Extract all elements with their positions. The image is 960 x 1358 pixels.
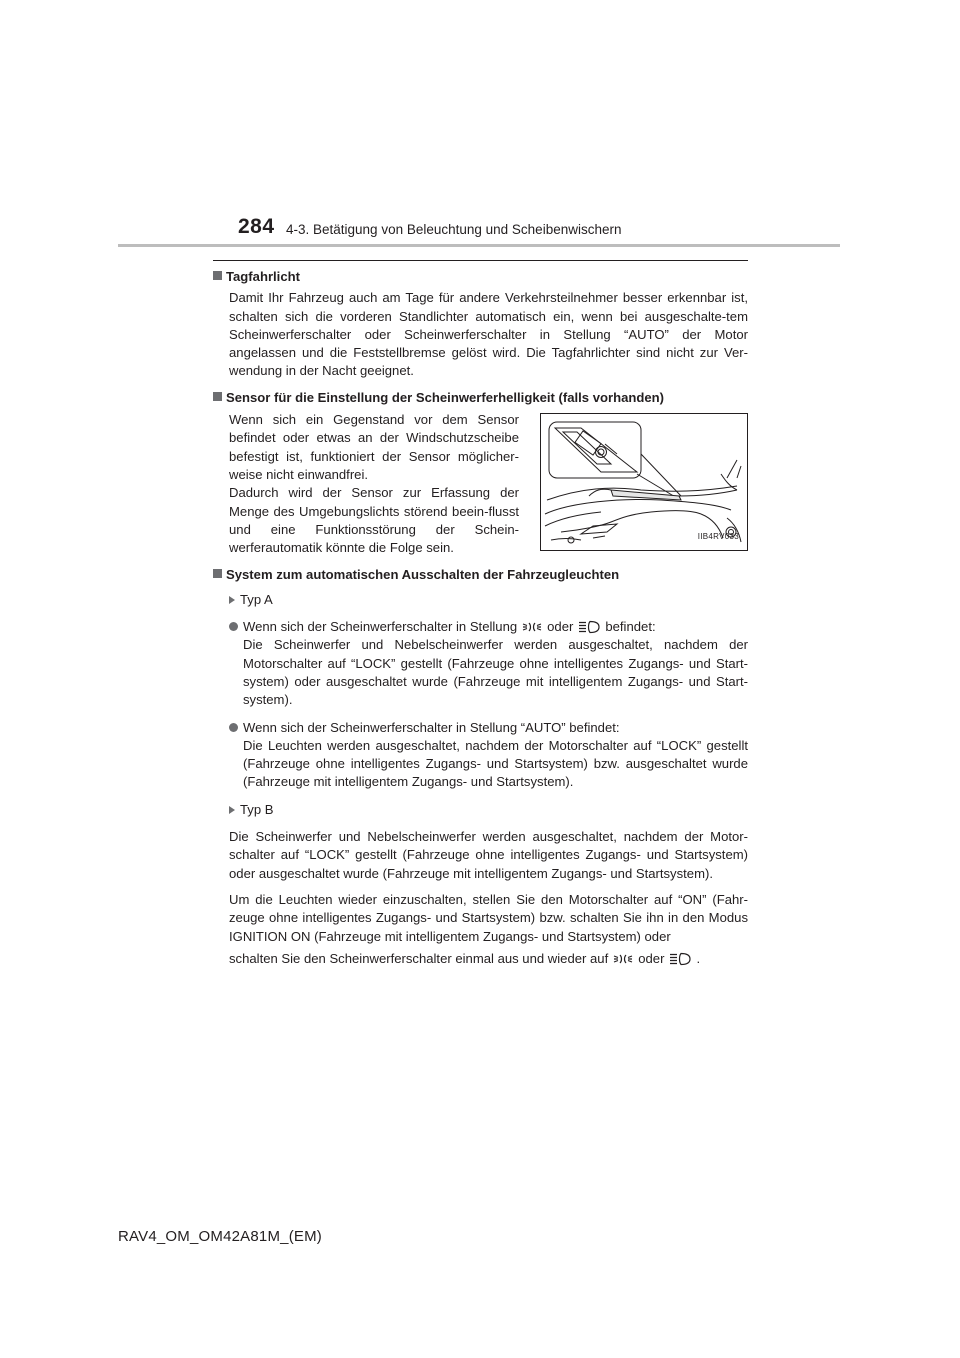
heading-sensor: Sensor für die Einstellung der Scheinwerferhelligkeit (falls vorhanden) <box>213 389 748 407</box>
heading-auto-off: System zum automatischen Ausschalten der Fahrzeugleuchten <box>213 566 748 584</box>
content-top-rule <box>213 260 748 261</box>
headlight-icon <box>578 620 600 634</box>
document-code: RAV4_OM_OM42A81M_(EM) <box>118 1228 322 1245</box>
section-title: 4-3. Betätigung von Beleuchtung und Scheibenwischern <box>286 222 622 237</box>
headlight-icon <box>669 952 691 966</box>
type-b-paragraph: Die Scheinwerfer und Nebelscheinwerfer werden ausgeschaltet, nachdem der Motor-schalter auf “LOCK” gestellt (Fahrzeuge ohne intelligentes Zugangs- und Startsystem) oder ausgeschaltet wurde (Fahrzeuge mit intelligentem Zugangs- und Startsystem). <box>229 829 748 881</box>
square-bullet-icon <box>213 271 222 280</box>
header-rule <box>118 244 840 247</box>
square-bullet-icon <box>213 392 222 401</box>
restart-paragraph-last-line: schalten Sie den Scheinwerferschalter einmal aus und wieder auf oder . <box>229 950 701 966</box>
bullet-1-first-line: Wenn sich der Scheinwerferschalter in Stellung oder befindet: <box>243 619 656 635</box>
bullet-headlight-switch <box>229 618 748 709</box>
figure-code: IIB4RV033 <box>697 531 739 541</box>
bullet-1-text: Die Scheinwerfer und Nebelscheinwerfer werden ausgeschaltet, nachdem der Motorschalter auf “LOCK” gestellt (Fahrzeuge ohne intelligentes Zugangs- und Start-system) oder ausgeschaltet wurde (Fahrzeuge mit intelligentem Zugangs- und Start-system). <box>243 637 748 708</box>
bullet-2-first-line: Wenn sich der Scheinwerferschalter in Stellung “AUTO” befindet: <box>243 719 620 735</box>
heading-day-light: Tagfahrlicht <box>213 268 748 286</box>
square-bullet-icon <box>213 569 222 578</box>
triangle-bullet-icon <box>229 806 235 814</box>
sensor-illustration <box>540 413 748 551</box>
sensor-block <box>229 411 748 557</box>
bullet-auto-switch <box>229 719 748 792</box>
type-b-label: Typ B <box>229 801 748 819</box>
type-a-label: Typ A <box>229 591 748 609</box>
page-number: 284 <box>238 215 275 238</box>
day-light-paragraph: Damit Ihr Fahrzeug auch am Tage für andere Verkehrsteilnehmer besser erkennbar ist, schalten sich die vorderen Standlichter automatisch ein, wenn bei ausgeschalte-tem Scheinwerferschalter oder Scheinwerferschalter in Stellung “AUTO” der Motor angelassen und die Feststellbremse gelöst wird. Die Tagfahrlichter sind nicht zur Ver-wendung in der Nacht geeignet. <box>229 290 748 379</box>
page-content <box>213 268 748 976</box>
sensor-paragraph-2: Dadurch wird der Sensor zur Erfassung der Menge des Umgebungslichts störend beein-flusst und eine Funktionsstörung der Schein-werferautomatik könnte die Folge sein. <box>229 485 519 556</box>
circle-bullet-icon <box>229 622 238 631</box>
parking-lights-icon <box>522 620 542 634</box>
sensor-paragraph-1: Wenn sich ein Gegenstand vor dem Sensor befindet oder etwas an der Windschutzscheibe befestigt ist, funktioniert der Sensor möglicher-weise nicht einwandfrei. <box>229 412 519 482</box>
bullet-2-text: Die Leuchten werden ausgeschaltet, nachdem der Motorschalter auf “LOCK” gestellt (Fahrzeuge ohne intelligentes Zugangs- und Startsystem) bzw. ausgeschaltet wurde (Fahrzeuge mit intelligentem Zugangs- und Startsystem). <box>243 737 748 790</box>
triangle-bullet-icon <box>229 596 235 604</box>
circle-bullet-icon <box>229 723 238 732</box>
restart-paragraph: Um die Leuchten wieder einzuschalten, stellen Sie den Motorschalter auf “ON” (Fahr-zeuge ohne intelligentes Zugangs- und Startsystem) bzw. schalten Sie ihn in den Modus IGNITION ON (Fahrzeuge mit intelligentem Zugangs- und Startsystem) oder <box>229 891 748 944</box>
parking-lights-icon <box>613 952 633 966</box>
sensor-text <box>229 411 519 557</box>
